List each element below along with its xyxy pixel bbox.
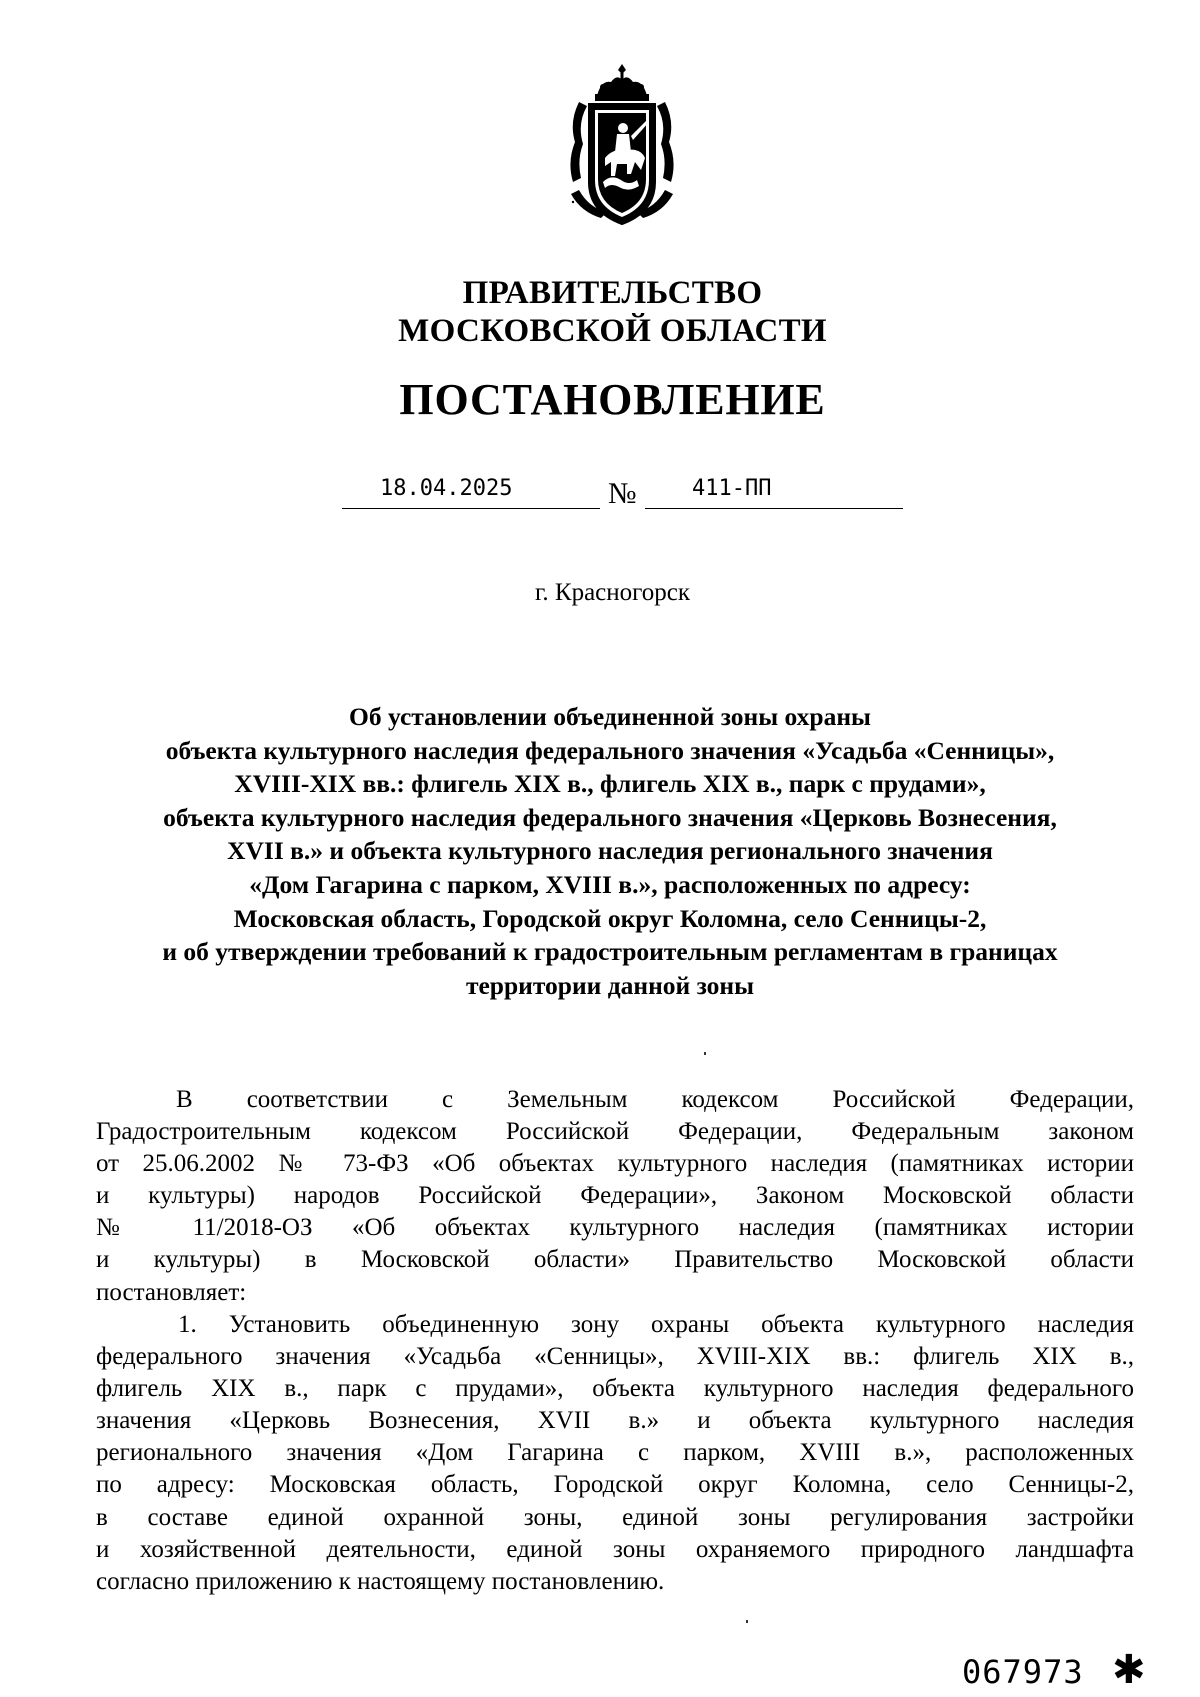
preamble-line: В соответствии с Земельным кодексом Российской Федерации, — [176, 1086, 1134, 1113]
preamble-line: от 25.06.2002 № 73-ФЗ «Об объектах культурного наследия (памятниках истории — [96, 1150, 1134, 1178]
subject-line: XVIII-XIX вв.: флигель XIX в., флигель XIX в., парк с прудами», — [234, 769, 986, 799]
preamble-line: Градостроительным кодексом Российской Федерации, Федеральным законом — [96, 1118, 1134, 1146]
number-underline — [645, 508, 903, 509]
item-1-line: федерального значения «Усадьба «Сенницы», XVIII-XIX вв.: флигель XIX в., — [96, 1343, 1134, 1371]
government-name-line2: МОСКОВСКОЙ ОБЛАСТИ — [398, 313, 827, 349]
preamble-line: и культуры) народов Российской Федерации», Законом Московской области — [96, 1182, 1134, 1210]
item-1-paragraph — [96, 1309, 1134, 1598]
scan-speck — [704, 1052, 706, 1055]
preamble-paragraph — [96, 1084, 1134, 1309]
subject-line: «Дом Гагарина с парком, XVIII в.», расположенных по адресу: — [249, 869, 971, 899]
item-1-line: по адресу: Московская область, Городской округ Коломна, село Сенницы-2, — [96, 1471, 1134, 1499]
number-sign: № — [608, 477, 637, 510]
item-1-line: и хозяйственной деятельности, единой зоны охраняемого природного ландшафта — [96, 1535, 1134, 1563]
subject-line: объекта культурного наследия федерального значения «Усадьба «Сенницы», — [165, 735, 1055, 765]
asterisk-mark: ✱ — [1112, 1647, 1146, 1693]
serial-number: 067973 — [962, 1653, 1084, 1691]
document-number: 411-ПП — [692, 476, 772, 501]
city-name: г. Красногорск — [534, 579, 691, 606]
subject-line: объекта культурного наследия федерального значения «Церковь Вознесения, — [163, 802, 1057, 832]
document-type-title: ПОСТАНОВЛЕНИЕ — [399, 375, 826, 424]
item-1-line: 1. Установить объединенную зону охраны объекта культурного наследия — [178, 1311, 1134, 1338]
subject-line: Об установлении объединенной зоны охраны — [349, 702, 871, 731]
document-subject — [110, 700, 1110, 1002]
item-1-line: значения «Церковь Вознесения, XVII в.» и объекта культурного наследия — [96, 1407, 1134, 1435]
preamble-line: и культуры) в Московской области» Правительство Московской области — [96, 1246, 1134, 1274]
subject-line: и об утверждении требований к градостроительным регламентам в границах — [162, 937, 1058, 967]
preamble-line: постановляет: — [96, 1278, 247, 1306]
subject-line: территории данной зоны — [465, 970, 755, 1000]
subject-line: XVII в.» и объекта культурного наследия регионального значения — [227, 836, 993, 866]
subject-line: Московская область, Городской округ Коломна, село Сенницы-2, — [233, 903, 987, 933]
item-1-line: в составе единой охранной зоны, единой зоны регулирования застройки — [96, 1503, 1134, 1531]
item-1-line: регионального значения «Дом Гагарина с парком, XVIII в.», расположенных — [96, 1439, 1134, 1467]
item-1-line: флигель XIX в., парк с прудами», объекта культурного наследия федерального — [96, 1375, 1134, 1403]
government-name-line1: ПРАВИТЕЛЬСТВО — [462, 275, 763, 311]
preamble-line: № 11/2018-ОЗ «Об объектах культурного наследия (памятниках истории — [96, 1214, 1134, 1242]
date-underline — [342, 508, 600, 509]
coat-of-arms-emblem — [561, 62, 683, 232]
scan-speck — [746, 1620, 748, 1623]
item-1-line: согласно приложению к настоящему постановлению. — [96, 1567, 665, 1595]
document-date: 18.04.2025 — [380, 476, 513, 501]
